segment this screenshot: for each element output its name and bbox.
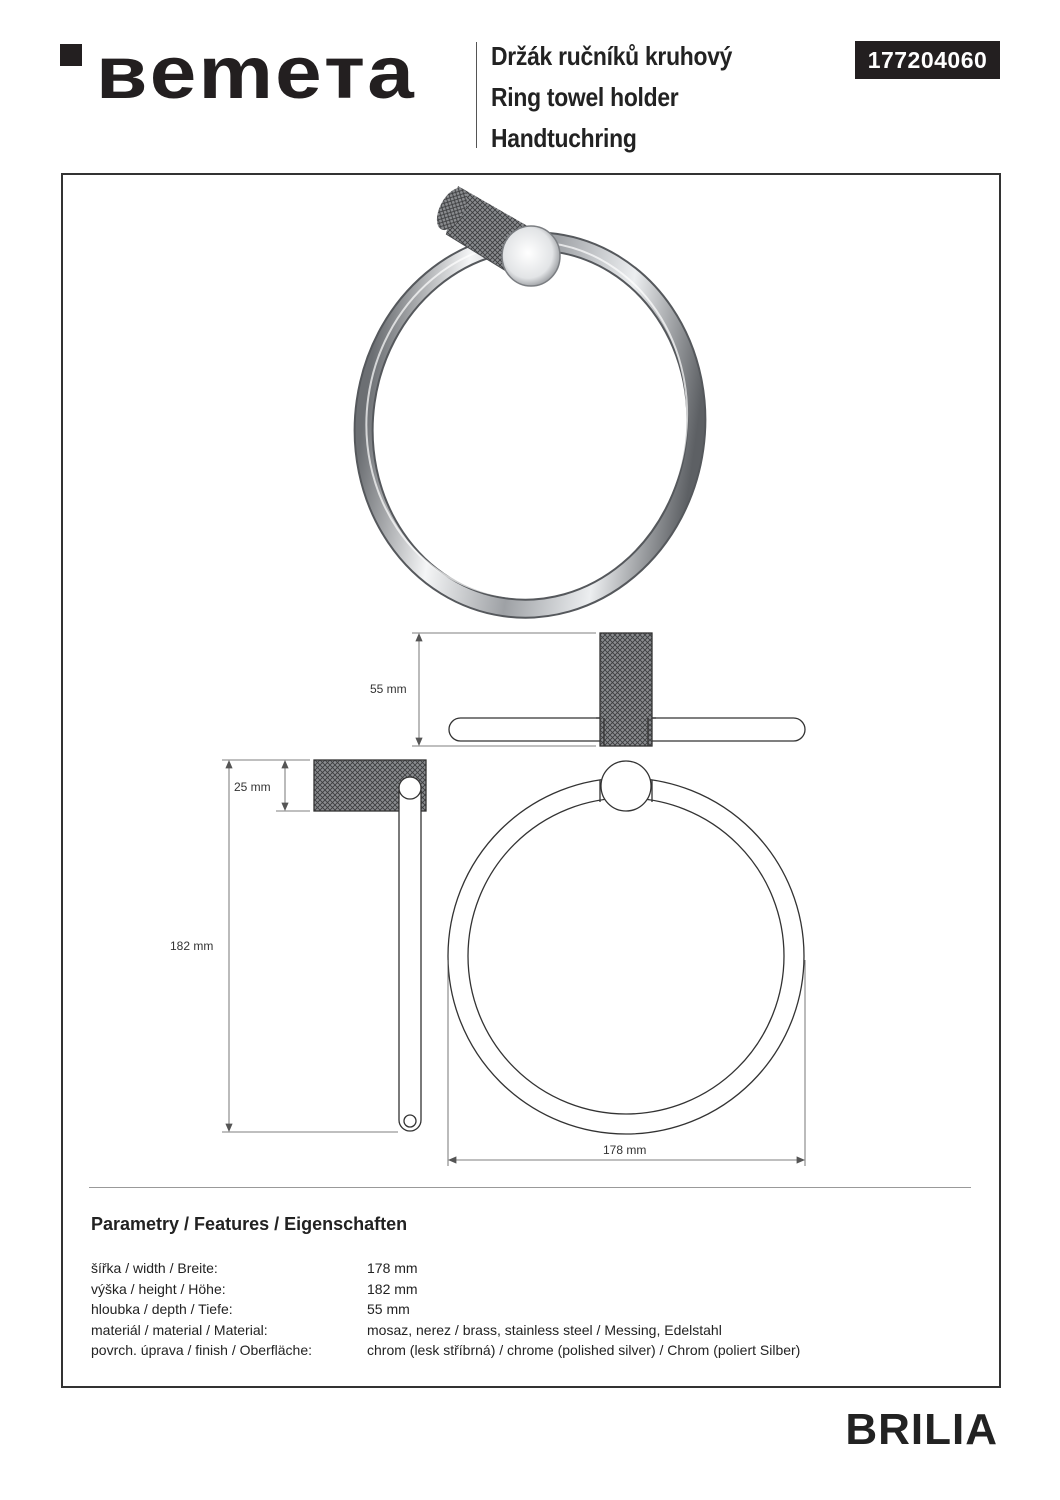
feature-label: materiál / material / Material: <box>91 1321 268 1338</box>
series-name: BRILIA <box>845 1405 998 1454</box>
feature-value: 55 mm <box>367 1301 410 1317</box>
feature-row-material <box>91 1320 971 1341</box>
depth-dimension-label: 55 mm <box>370 682 407 696</box>
features-table <box>91 1258 971 1361</box>
title-cz: Držák ručníků kruhový <box>491 41 733 71</box>
feature-row-height <box>91 1279 971 1300</box>
title-en: Ring towel holder <box>491 82 679 112</box>
feature-value: 178 mm <box>367 1260 418 1276</box>
feature-value: chrom (lesk stříbrná) / chrome (polished silver) / Chrom (poliert Silber) <box>367 1342 801 1358</box>
feature-label: povrch. úprava / finish / Oberfläche: <box>91 1342 312 1358</box>
width-dimension-label: 178 mm <box>603 1143 647 1157</box>
feature-row-depth <box>91 1299 971 1320</box>
height-dimension-label: 182 mm <box>170 939 214 953</box>
top-view <box>449 633 805 746</box>
feature-row-finish <box>91 1340 971 1361</box>
front-view <box>448 761 804 1134</box>
feature-row-width <box>91 1258 971 1279</box>
feature-label: hloubka / depth / Tiefe: <box>91 1301 233 1317</box>
base-height-dimension-label: 25 mm <box>234 780 271 794</box>
features-title: Parametry / Features / Eigenschaften <box>91 1214 408 1234</box>
side-view <box>314 760 426 1131</box>
svg-text:вemeта: вemeта <box>96 38 416 104</box>
product-code: 177204060 <box>855 41 1000 79</box>
feature-label: výška / height / Höhe: <box>91 1280 226 1297</box>
feature-label: šířka / width / Breite: <box>91 1260 218 1276</box>
feature-value: 182 mm <box>367 1280 418 1297</box>
feature-value: mosaz, nerez / brass, stainless steel / Messing, Edelstahl <box>367 1321 722 1338</box>
product-render <box>340 183 720 630</box>
section-divider <box>89 1187 971 1188</box>
title-de: Handtuchring <box>491 123 637 153</box>
